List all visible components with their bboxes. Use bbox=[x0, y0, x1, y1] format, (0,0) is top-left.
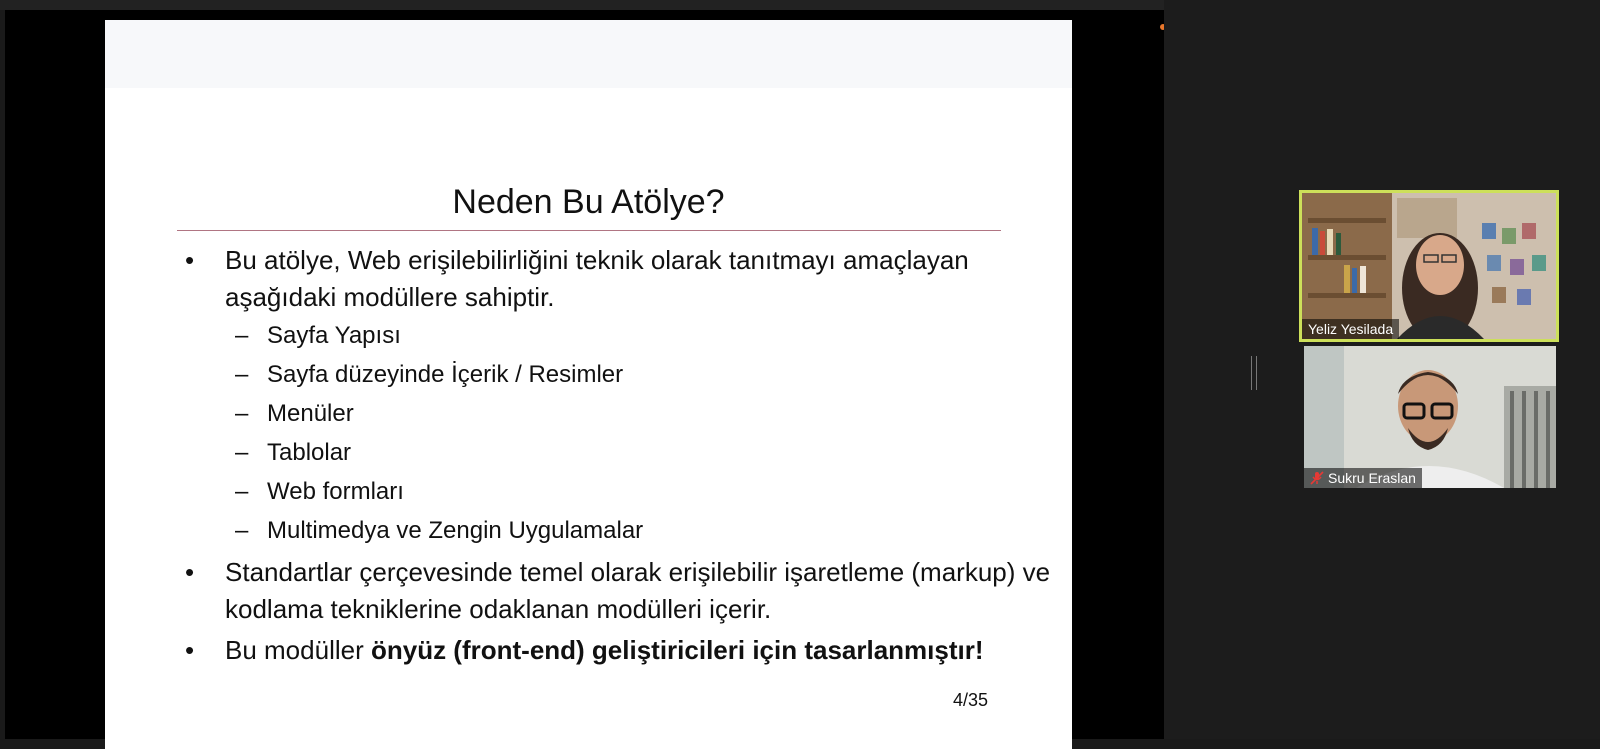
bullet-item bbox=[185, 242, 1065, 316]
screen-share-area bbox=[5, 10, 1164, 739]
participant-name: Sukru Eraslan bbox=[1328, 470, 1416, 486]
bullet-item bbox=[185, 632, 1065, 669]
sub-item bbox=[185, 433, 1065, 472]
video-tile-sukru[interactable] bbox=[1304, 346, 1556, 488]
sub-dash: – bbox=[235, 517, 249, 544]
sub-item-text: Sayfa Yapısı bbox=[267, 322, 401, 349]
sub-dash: – bbox=[235, 361, 249, 388]
sub-item-text: Multimedya ve Zengin Uygulamalar bbox=[267, 517, 644, 544]
sub-item bbox=[185, 316, 1065, 355]
bullet-dot: • bbox=[185, 557, 195, 587]
sub-item bbox=[185, 511, 1065, 550]
microphone-muted-icon bbox=[1310, 471, 1324, 485]
sub-item bbox=[185, 355, 1065, 394]
bullet-text: Standartlar çerçevesinde temel olarak erişilebilir işaretleme (markup) ve kodlama tekniklerine odaklanan modülleri içerir. bbox=[225, 557, 1051, 624]
sub-dash: – bbox=[235, 478, 249, 505]
sub-item-text: Web formları bbox=[267, 478, 404, 505]
participant-name-bar bbox=[1304, 468, 1422, 488]
sub-item-text: Sayfa düzeyinde İçerik / Resimler bbox=[267, 361, 624, 388]
sub-item-text: Tablolar bbox=[267, 439, 352, 466]
bullet-text-bold: önyüz (front-end) geliştiricileri için tasarlanmıştır! bbox=[370, 635, 984, 665]
bullet-text: Bu atölye, Web erişilebilirliğini teknik olarak tanıtmayı amaçlayan aşağıdaki modüllere sahiptir. bbox=[225, 245, 969, 312]
participant-video bbox=[1304, 346, 1556, 488]
participant-name: Yeliz Yesilada bbox=[1302, 319, 1399, 339]
bullet-dot: • bbox=[185, 635, 195, 665]
panel-resize-handle[interactable] bbox=[1251, 356, 1257, 390]
bullet-dot: • bbox=[185, 245, 195, 275]
slide-bullets bbox=[185, 242, 1065, 669]
slide-title: Neden Bu Atölye? bbox=[452, 183, 725, 221]
sub-dash: – bbox=[235, 322, 249, 349]
sub-dash: – bbox=[235, 439, 249, 466]
title-underline bbox=[177, 230, 1001, 231]
sub-item bbox=[185, 472, 1065, 511]
bullet-item bbox=[185, 554, 1065, 628]
video-tile-yeliz[interactable] bbox=[1299, 190, 1559, 342]
sub-item bbox=[185, 394, 1065, 433]
slide-header-band bbox=[105, 20, 1072, 88]
bullet-text-normal: Bu modüller bbox=[225, 635, 371, 665]
slide-page-number: 4/35 bbox=[953, 690, 989, 710]
sub-dash: – bbox=[235, 400, 249, 427]
participant-video bbox=[1302, 193, 1556, 339]
presentation-slide bbox=[105, 20, 1072, 749]
sub-item-text: Menüler bbox=[267, 400, 354, 427]
